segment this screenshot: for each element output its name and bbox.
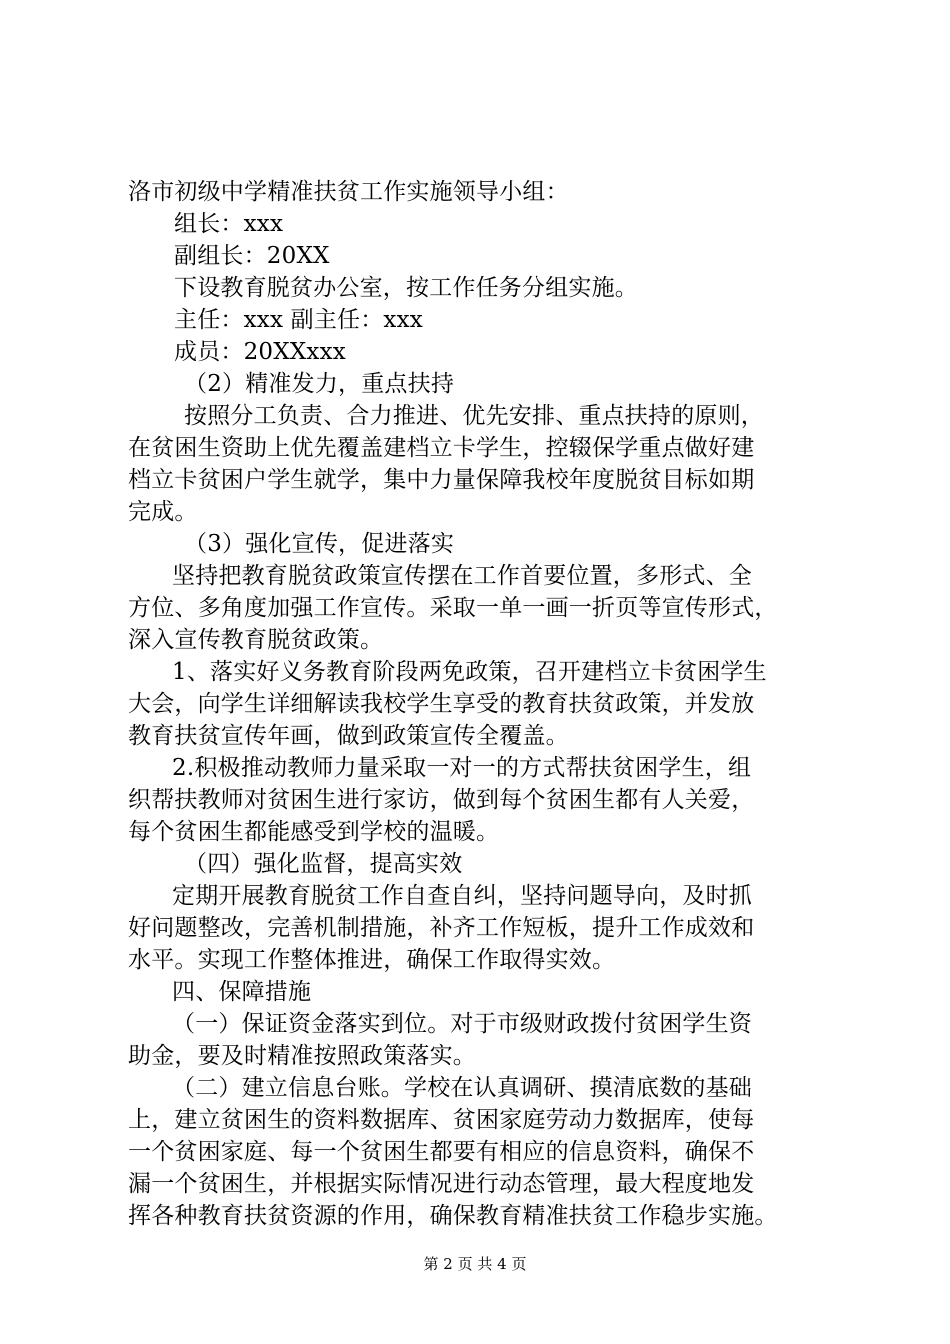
- text-line: 深入宣传教育脱贫政策。: [128, 627, 384, 653]
- text-line: 坚持把教育脱贫政策宣传摆在工作首要位置，多形式、全: [172, 563, 752, 589]
- text-line: 大会，向学生详细解读我校学生享受的教育扶贫政策，并发放: [128, 691, 755, 717]
- document-body: [128, 176, 848, 1232]
- text-line: 按照分工负责、合力推进、优先安排、重点扶持的原则，: [184, 403, 764, 429]
- text-line: 下设教育脱贫办公室，按工作任务分组实施。: [174, 275, 638, 301]
- text-line: 副组长：20XX: [174, 243, 330, 269]
- text-line: 漏一个贫困生，并根据实际情况进行动态管理，最大程度地发: [128, 1171, 755, 1197]
- text-line: 上，建立贫困生的资料数据库、贫困家庭劳动力数据库，使每: [128, 1107, 755, 1133]
- section-heading: （2）精准发力，重点扶持: [184, 371, 455, 397]
- section-heading: （四）强化监督，提高实效: [184, 851, 463, 877]
- text-line: 织帮扶教师对贫困生进行家访，做到每个贫困生都有人关爱，: [128, 787, 755, 813]
- text-line: 完成。: [128, 499, 198, 525]
- text-line: 挥各种教育扶贫资源的作用，确保教育精准扶贫工作稳步实施。: [128, 1203, 778, 1229]
- page-number: 第 2 页 共 4 页: [423, 1255, 527, 1273]
- text-line: 组长：xxx: [174, 211, 284, 237]
- text-line: 水平。实现工作整体推进，确保工作取得实效。: [128, 947, 616, 973]
- text-line: 方位、多角度加强工作宣传。采取一单一画一折页等宣传形式，: [128, 595, 778, 621]
- text-line: 教育扶贫宣传年画，做到政策宣传全覆盖。: [128, 723, 569, 749]
- section-heading: （3）强化宣传，促进落实: [184, 531, 455, 557]
- section-heading: 四、保障措施: [172, 979, 312, 1005]
- text-line: 助金，要及时精准按照政策落实。: [128, 1043, 476, 1069]
- text-line: 2.积极推动教师力量采取一对一的方式帮扶贫困学生，组: [172, 755, 752, 781]
- text-line: 主任：xxx 副主任：xxx: [174, 307, 423, 333]
- text-line: （二）建立信息台账。学校在认真调研、摸清底数的基础: [172, 1075, 752, 1101]
- text-line: 1、落实好义务教育阶段两免政策，召开建档立卡贫困学生: [172, 659, 767, 685]
- text-line: 档立卡贫困户学生就学，集中力量保障我校年度脱贫目标如期: [128, 467, 755, 493]
- text-line: 成员：20XXxxx: [174, 339, 346, 365]
- text-line: 在贫困生资助上优先覆盖建档立卡学生，控辍保学重点做好建: [128, 435, 755, 461]
- text-line: 好问题整改，完善机制措施，补齐工作短板，提升工作成效和: [128, 915, 755, 941]
- text-line: 每个贫困生都能感受到学校的温暖。: [128, 819, 500, 845]
- text-line: （一）保证资金落实到位。对于市级财政拨付贫困学生资: [172, 1011, 752, 1037]
- text-line: 定期开展教育脱贫工作自查自纠，坚持问题导向，及时抓: [172, 883, 752, 909]
- text-line: 洛市初级中学精准扶贫工作实施领导小组：: [128, 179, 569, 205]
- text-line: 一个贫困家庭、每一个贫困生都要有相应的信息资料，确保不: [128, 1139, 755, 1165]
